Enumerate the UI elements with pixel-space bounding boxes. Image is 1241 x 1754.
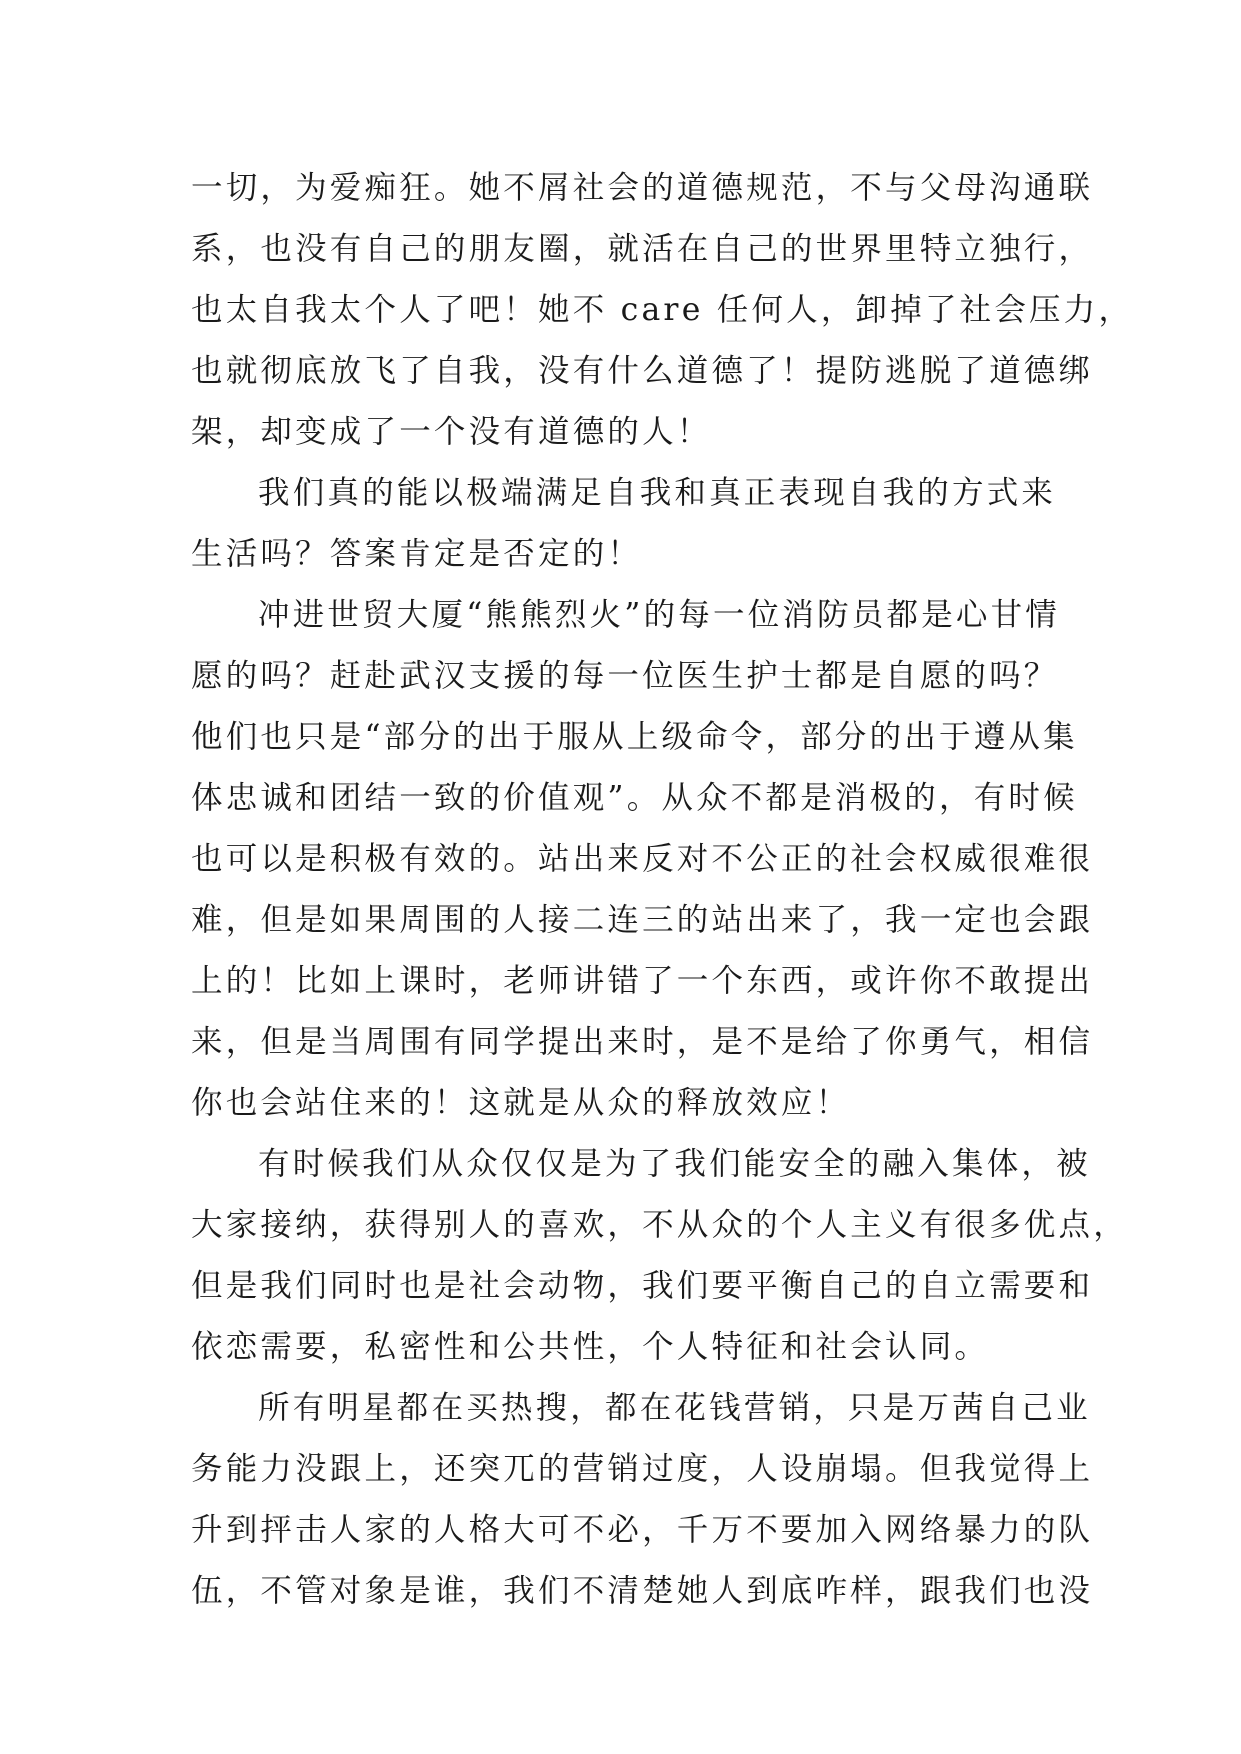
paragraph-3-line-3: 他们也只是“部分的出于服从上级命令，部分的出于遵从集 — [191, 719, 1078, 755]
paragraph-2-line-2: 生活吗？答案肯定是否定的！ — [191, 536, 643, 572]
paragraph-4-line-2: 大家接纳，获得别人的喜欢，不从众的个人主义有很多优点， — [191, 1207, 1128, 1243]
document-body — [191, 158, 1134, 1622]
paragraph-2-line-1: 我们真的能以极端满足自我和真正表现自我的方式来 — [258, 475, 1057, 511]
paragraph-5-line-1: 所有明星都在买热搜，都在花钱营销，只是万茜自己业 — [258, 1390, 1091, 1426]
paragraph-3-line-7: 上的！比如上课时，老师讲错了一个东西，或许你不敢提出 — [191, 963, 1094, 999]
paragraph-1-line-1: 一切，为爱痴狂。她不屑社会的道德规范，不与父母沟通联 — [191, 170, 1094, 206]
paragraph-5-line-3: 升到抨击人家的人格大可不必，千万不要加入网络暴力的队 — [191, 1512, 1094, 1548]
paragraph-1-line-5: 架，却变成了一个没有道德的人！ — [191, 414, 712, 450]
paragraph-4-line-4: 依恋需要，私密性和公共性，个人特征和社会认同。 — [191, 1329, 990, 1365]
paragraph-1-line-3: 也太自我太个人了吧！她不 care 任何人，卸掉了社会压力， — [191, 292, 1134, 328]
paragraph-5-line-2: 务能力没跟上，还突兀的营销过度，人设崩塌。但我觉得上 — [191, 1451, 1094, 1487]
paragraph-3-line-2: 愿的吗？赶赴武汉支援的每一位医生护士都是自愿的吗？ — [191, 658, 1059, 694]
paragraph-3-line-8: 来，但是当周围有同学提出来时，是不是给了你勇气，相信 — [191, 1024, 1094, 1060]
paragraph-3-line-9: 你也会站住来的！这就是从众的释放效应！ — [191, 1085, 851, 1121]
paragraph-3-line-6: 难，但是如果周围的人接二连三的站出来了，我一定也会跟 — [191, 902, 1094, 938]
paragraph-3-line-4: 体忠诚和团结一致的价值观”。从众不都是消极的，有时候 — [191, 780, 1078, 816]
paragraph-4-line-1: 有时候我们从众仅仅是为了我们能安全的融入集体，被 — [258, 1146, 1091, 1182]
paragraph-3-line-5: 也可以是积极有效的。站出来反对不公正的社会权威很难很 — [191, 841, 1094, 877]
paragraph-5-line-4: 伍，不管对象是谁，我们不清楚她人到底咋样，跟我们也没 — [191, 1573, 1094, 1609]
paragraph-3-line-1: 冲进世贸大厦“熊熊烈火”的每一位消防员都是心甘情 — [258, 597, 1061, 633]
paragraph-1-line-2: 系，也没有自己的朋友圈，就活在自己的世界里特立独行， — [191, 231, 1094, 267]
paragraph-1-line-4: 也就彻底放飞了自我，没有什么道德了！提防逃脱了道德绑 — [191, 353, 1094, 389]
paragraph-4-line-3: 但是我们同时也是社会动物，我们要平衡自己的自立需要和 — [191, 1268, 1094, 1304]
